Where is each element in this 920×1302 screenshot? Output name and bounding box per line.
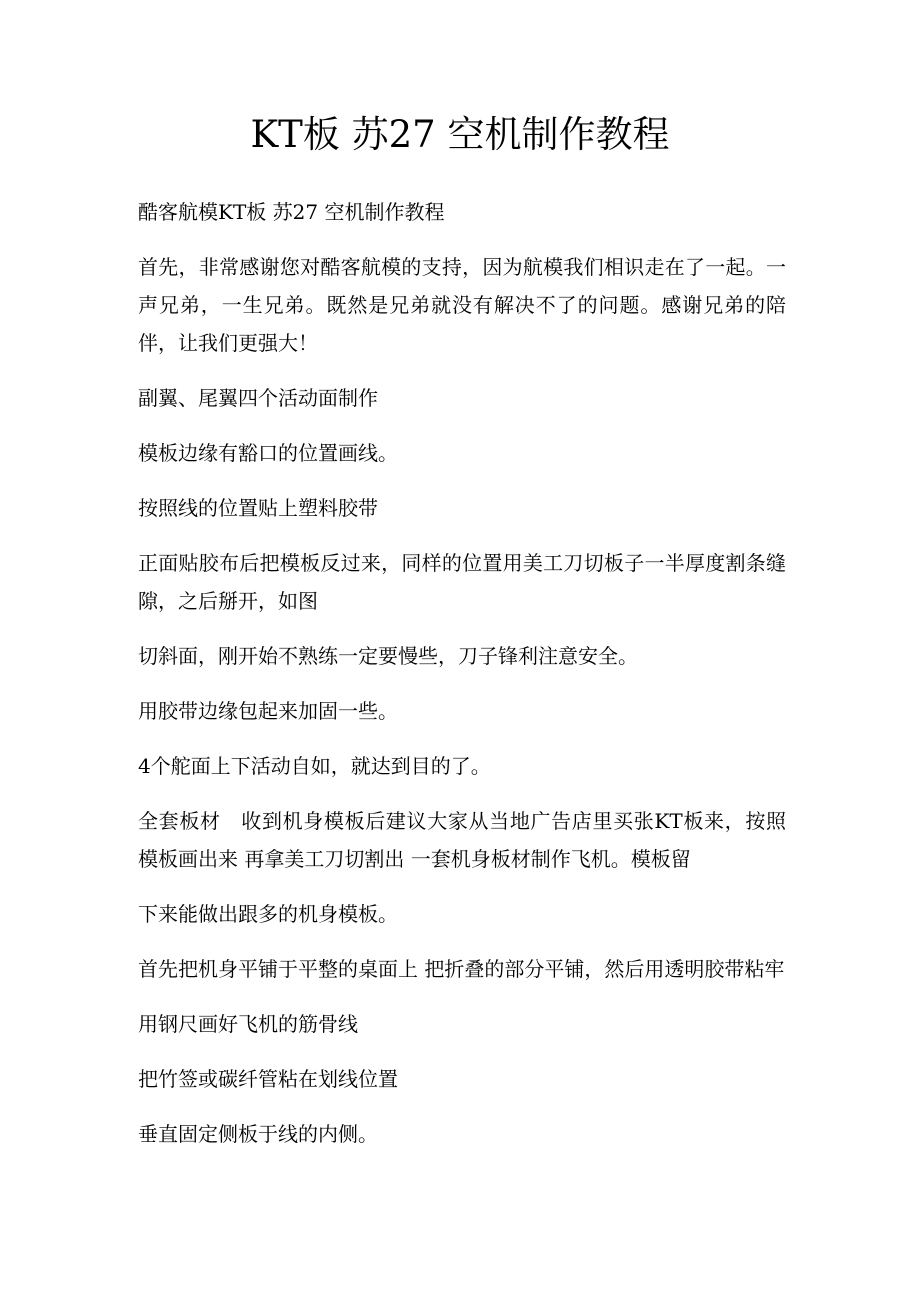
step-paragraph: 把竹签或碳纤管粘在划线位置 [138,1067,398,1091]
step-paragraph: 4个舵面上下活动自如，就达到目的了。 [138,754,491,778]
intro-paragraph: 首先，非常感谢您对酷客航模的支持，因为航模我们相识走在了一起。一声兄弟，一生兄弟。既然是兄弟就没有解决不了的问题。感谢兄弟的陪伴，让我们更强大！ [138,255,786,355]
step-paragraph: 按照线的位置贴上塑料胶带 [138,496,378,520]
step-paragraph: 用钢尺画好飞机的筋骨线 [138,1012,358,1036]
step-paragraph: 垂直固定侧板于线的内侧。 [138,1122,378,1146]
step-paragraph: 切斜面，刚开始不熟练一定要慢些，刀子锋利注意安全。 [138,644,638,668]
step-paragraph: 下来能做出跟多的机身模板。 [138,902,398,926]
step-paragraph: 正面贴胶布后把模板反过来，同样的位置用美工刀切板子一半厚度割条缝隙，之后掰开，如图 [138,551,786,613]
document-body [138,193,786,1170]
document-title: KT板 苏27 空机制作教程 [250,113,670,156]
step-paragraph: 首先把机身平铺于平整的桌面上 把折叠的部分平铺，然后用透明胶带粘牢 [138,957,785,981]
section-paragraph-full-set: 全套板材 收到机身模板后建议大家从当地广告店里买张KT板来，按照模板画出来 再拿美工刀切割出 一套机身板材制作飞机。模板留 [138,809,786,871]
section-heading-control-surfaces: 副翼、尾翼四个活动面制作 [138,386,378,410]
step-paragraph: 用胶带边缘包起来加固一些。 [138,699,398,723]
subtitle-paragraph: 酷客航模KT板 苏27 空机制作教程 [138,200,445,224]
step-paragraph: 模板边缘有豁口的位置画线。 [138,441,398,465]
